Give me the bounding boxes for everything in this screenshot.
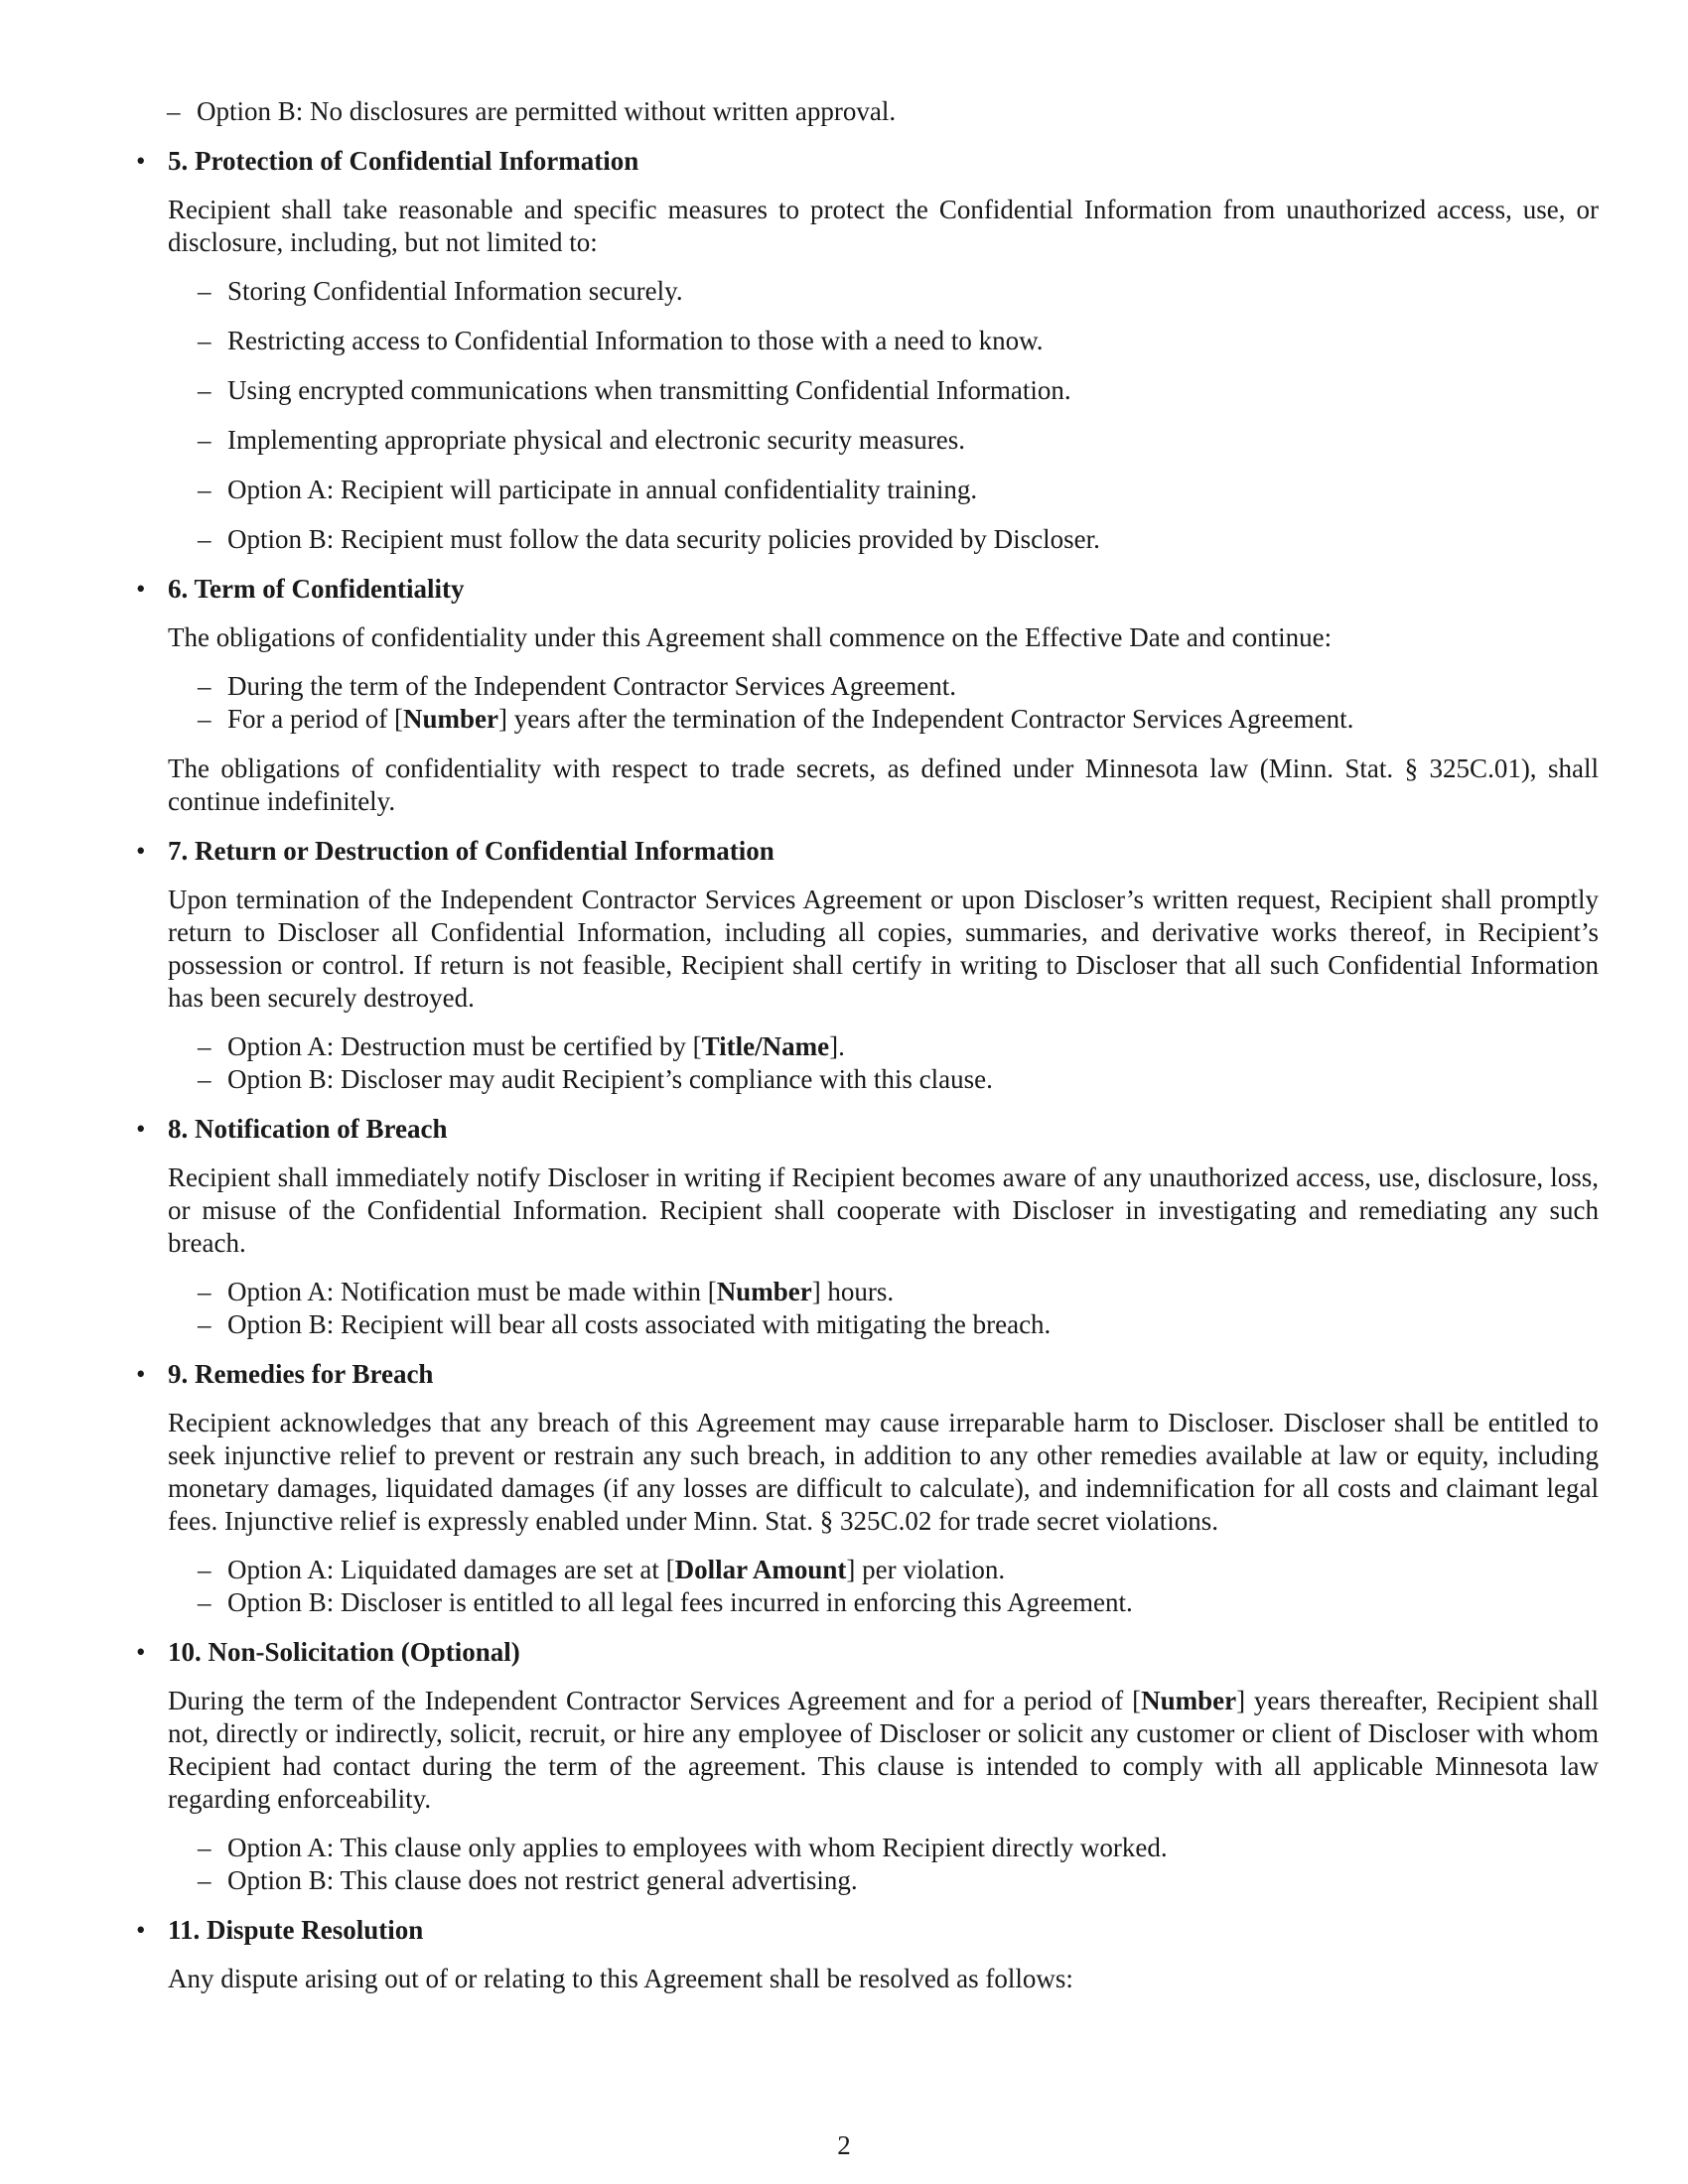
placeholder-field: Number [716, 1277, 812, 1306]
section-heading: 6. Term of Confidentiality [168, 574, 465, 604]
bullet-icon: • [136, 1915, 146, 1945]
section-11 [137, 1914, 1599, 1995]
option-item: – Option A: Notification must be made within [Number] hours. [198, 1277, 895, 1306]
section-heading: 7. Return or Destruction of Confidential Information [168, 836, 774, 866]
options-list [168, 1030, 1599, 1096]
bullet-icon: • [136, 1114, 146, 1144]
placeholder-field: Number [1141, 1686, 1237, 1715]
options-list [168, 1276, 1599, 1341]
option-item: – For a period of [Number] years after the termination of the Independent Contractor Services Agreement. [198, 704, 1354, 734]
option-item: – Option B: This clause does not restrict general advertising. [198, 1865, 858, 1895]
section-6 [137, 573, 1599, 818]
section-body: Upon termination of the Independent Contractor Services Agreement or upon Discloser’s written request, Recipient shall promptly return to Discloser all Confidential Information, including all copies, summaries, and derivative works thereof, in Recipient’s possession or control. If return is not feasible, Recipient shall certify in writing to Discloser that all such Confidential Information has been securely destroyed. [168, 885, 1599, 1013]
placeholder-field: Dollar Amount [674, 1555, 847, 1584]
bullet-icon: • [136, 1359, 146, 1389]
option-item: – Option A: This clause only applies to employees with whom Recipient directly worked. [198, 1833, 1168, 1862]
section-body: During the term of the Independent Contractor Services Agreement and for a period of [Number] years thereafter, Recipient shall not, directly or indirectly, solicit, recruit, or hire any employee of Discloser or solicit any customer or client of Discloser with whom Recipient had contact during the term of the agreement. This clause is intended to comply with all applicable Minnesota law regarding enforceability. [168, 1686, 1599, 1814]
option-item: – During the term of the Independent Contractor Services Agreement. [198, 671, 957, 701]
option-item: – Option B: Discloser may audit Recipient’s compliance with this clause. [198, 1064, 993, 1094]
page-number: 2 [837, 2130, 851, 2160]
placeholder-field: Title/Name [701, 1031, 830, 1061]
section-8 [137, 1113, 1599, 1341]
bullet-icon: • [136, 146, 146, 176]
section-heading: 10. Non-Solicitation (Optional) [168, 1637, 520, 1667]
section-body: Recipient shall take reasonable and specific measures to protect the Confidential Information from unauthorized access, use, or disclosure, including, but not limited to: [168, 195, 1599, 257]
options-list [168, 1832, 1599, 1897]
option-item: – Option B: Recipient will bear all costs associated with mitigating the breach. [198, 1309, 1052, 1339]
options-list [168, 275, 1599, 556]
option-item: – Option B: No disclosures are permitted without written approval. [167, 96, 897, 126]
section-7 [137, 835, 1599, 1096]
section-heading: 9. Remedies for Breach [168, 1359, 434, 1389]
option-item: – Option B: Discloser is entitled to all legal fees incurred in enforcing this Agreement. [198, 1587, 1133, 1617]
bullet-icon: • [136, 836, 146, 866]
option-item: – Storing Confidential Information securely. [198, 276, 683, 306]
continued-options-list [137, 95, 1599, 128]
section-body: The obligations of confidentiality under this Agreement shall commence on the Effective Date and continue: [168, 622, 1333, 652]
section-heading: 8. Notification of Breach [168, 1114, 448, 1144]
section-body: Recipient shall immediately notify Discloser in writing if Recipient becomes aware of any unauthorized access, use, disclosure, loss, or misuse of the Confidential Information. Recipient shall cooperate with Discloser in investigating and remediating any such breach. [168, 1162, 1599, 1258]
options-list [168, 1554, 1599, 1619]
option-item: – Using encrypted communications when transmitting Confidential Information. [198, 375, 1071, 405]
option-item: – Restricting access to Confidential Information to those with a need to know. [198, 326, 1044, 355]
bullet-icon: • [136, 1637, 146, 1667]
bullet-icon: • [136, 574, 146, 604]
placeholder-field: Number [402, 704, 498, 734]
option-item: – Option A: Destruction must be certified by [Title/Name]. [198, 1031, 845, 1061]
option-item: – Option A: Liquidated damages are set at [Dollar Amount] per violation. [198, 1555, 1006, 1584]
section-list [137, 145, 1599, 1995]
section-body-continued: The obligations of confidentiality with respect to trade secrets, as defined under Minnesota law (Minn. Stat. § 325C.01), shall continue indefinitely. [168, 753, 1599, 816]
section-9 [137, 1358, 1599, 1619]
section-body: Recipient acknowledges that any breach of this Agreement may cause irreparable harm to Discloser. Discloser shall be entitled to seek injunctive relief to prevent or restrain any such breach, in addition to any other remedies available at law or equity, including monetary damages, liquidated damages (if any losses are difficult to calculate), and indemnification for all costs and claimant legal fees. Injunctive relief is expressly enabled under Minn. Stat. § 325C.02 for trade secret violations. [168, 1408, 1599, 1536]
section-heading: 5. Protection of Confidential Information [168, 146, 639, 176]
option-item: – Implementing appropriate physical and electronic security measures. [198, 425, 965, 455]
section-heading: 11. Dispute Resolution [168, 1915, 424, 1945]
option-item: – Option B: Recipient must follow the data security policies provided by Discloser. [198, 524, 1100, 554]
option-item: – Option A: Recipient will participate in annual confidentiality training. [198, 475, 978, 504]
section-10 [137, 1636, 1599, 1897]
options-list [168, 670, 1599, 736]
section-body: Any dispute arising out of or relating to this Agreement shall be resolved as follows: [168, 1964, 1073, 1993]
section-5 [137, 145, 1599, 556]
